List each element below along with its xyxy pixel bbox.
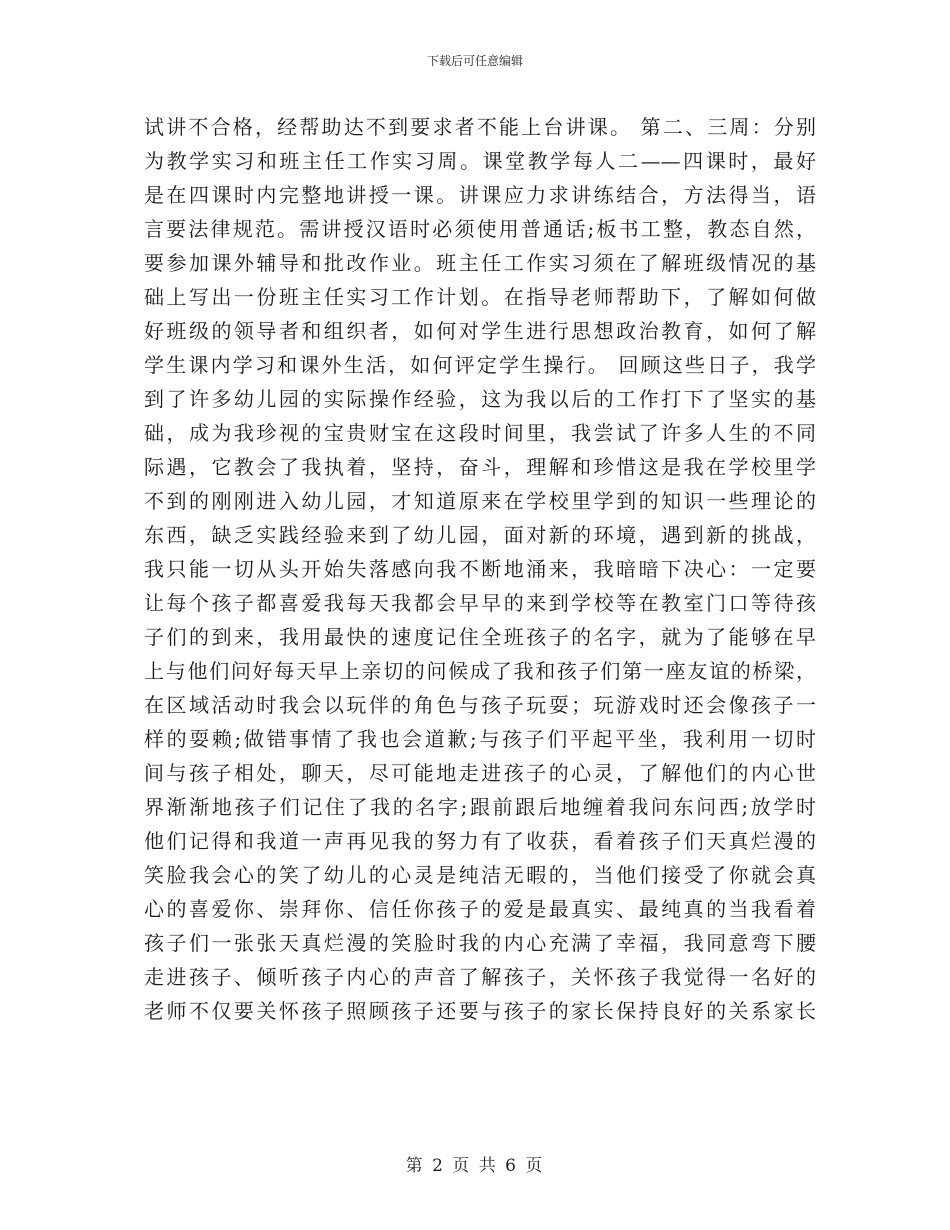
text-line: 东西，缺乏实践经验来到了幼儿园，面对新的环境，遇到新的挑战，: [144, 523, 816, 547]
text-line: 为教学实习和班主任工作实习周。课堂教学每人二——四课时，最好: [144, 149, 816, 173]
text-line: 好班级的领导者和组织者，如何对学生进行思想政治教育，如何了解: [144, 319, 816, 343]
text-line: 要参加课外辅导和批改作业。班主任工作实习须在了解班级情况的基: [144, 251, 816, 275]
text-line: 在区域活动时我会以玩伴的角色与孩子玩耍；玩游戏时还会像孩子一: [144, 693, 816, 717]
document-body: [144, 110, 816, 1028]
text-line: 他们记得和我道一声再见我的努力有了收获，看着孩子们天真烂漫的: [144, 829, 816, 853]
text-line: 间与孩子相处，聊天，尽可能地走进孩子的心灵，了解他们的内心世: [144, 761, 816, 785]
text-line: 学生课内学习和课外生活，如何评定学生操行。 回顾这些日子，我学: [144, 353, 816, 377]
text-line: 走进孩子、倾听孩子内心的声音了解孩子，关怀孩子我觉得一名好的: [144, 965, 816, 989]
text-line: 让每个孩子都喜爱我每天我都会早早的来到学校等在教室门口等待孩: [144, 591, 816, 615]
text-line: 础上写出一份班主任实习工作计划。在指导老师帮助下，了解如何做: [144, 285, 816, 309]
text-line: 试讲不合格，经帮助达不到要求者不能上台讲课。 第二、三周：分别: [144, 115, 816, 139]
text-line: 样的耍赖;做错事情了我也会道歉;与孩子们平起平坐，我利用一切时: [144, 727, 816, 751]
page-header-note: 下载后可任意编辑: [426, 54, 523, 68]
text-line: 不到的刚刚进入幼儿园，才知道原来在学校里学到的知识一些理论的: [144, 489, 816, 513]
page-number-footer: 第 2 页 共 6 页: [405, 1156, 545, 1176]
text-line: 界渐渐地孩子们记住了我的名字;跟前跟后地缠着我问东问西;放学时: [144, 795, 816, 819]
text-line: 心的喜爱你、崇拜你、信任你孩子的爱是最真实、最纯真的当我看着: [144, 897, 816, 921]
text-line: 老师不仅要关怀孩子照顾孩子还要与孩子的家长保持良好的关系家长: [144, 999, 816, 1023]
text-line: 到了许多幼儿园的实际操作经验，这为我以后的工作打下了坚实的基: [144, 387, 816, 411]
text-line: 是在四课时内完整地讲授一课。讲课应力求讲练结合，方法得当，语: [144, 183, 816, 207]
text-line: 子们的到来，我用最快的速度记住全班孩子的名字，就为了能够在早: [144, 625, 816, 649]
text-line: 孩子们一张张天真烂漫的笑脸时我的内心充满了幸福，我同意弯下腰: [144, 931, 816, 955]
text-line: 际遇，它教会了我执着，坚持，奋斗，理解和珍惜这是我在学校里学: [144, 455, 816, 479]
text-line: 言要法律规范。需讲授汉语时必须使用普通话;板书工整，教态自然，: [144, 217, 816, 241]
text-line: 笑脸我会心的笑了幼儿的心灵是纯洁无暇的，当他们接受了你就会真: [144, 863, 816, 887]
text-line: 我只能一切从头开始失落感向我不断地涌来，我暗暗下决心：一定要: [144, 557, 816, 581]
text-line: 上与他们问好每天早上亲切的问候成了我和孩子们第一座友谊的桥梁，: [144, 659, 816, 683]
text-line: 础，成为我珍视的宝贵财宝在这段时间里，我尝试了许多人生的不同: [144, 421, 816, 445]
